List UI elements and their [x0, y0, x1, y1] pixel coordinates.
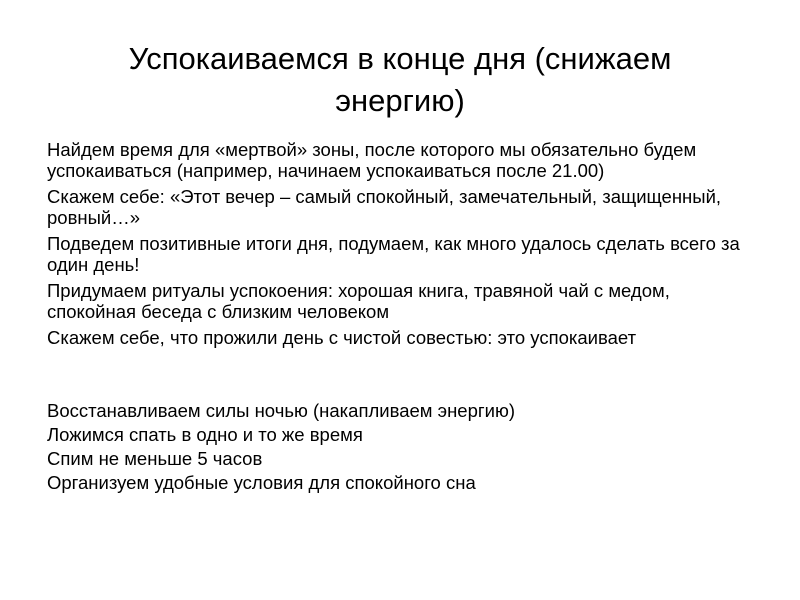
paragraph-say-evening: Скажем себе: «Этот вечер – самый спокойный, замечательный, защищенный, ровный…»	[47, 186, 722, 228]
paragraph-same-bedtime: Ложимся спать в одно и то же время	[47, 424, 363, 445]
paragraph-sleep-conditions: Организуем удобные условия для спокойного сна	[47, 472, 476, 493]
slide-title: Успокаиваемся в конце дня (снижаем энергию)	[128, 41, 672, 118]
paragraph-restore-energy: Восстанавливаем силы ночью (накапливаем энергию)	[47, 400, 515, 421]
spacer	[47, 353, 762, 400]
paragraph-calming-rituals: Придумаем ритуалы успокоения: хорошая книга, травяной чай с медом, спокойная беседа с близким человеком	[47, 280, 670, 322]
paragraph-sleep-hours: Спим не меньше 5 часов	[47, 448, 263, 469]
paragraph-clear-conscience: Скажем себе, что прожили день с чистой совестью: это успокаивает	[47, 327, 637, 348]
paragraph-positive-results: Подведем позитивные итоги дня, подумаем, как много удалось сделать всего за один день!	[47, 233, 740, 275]
paragraph-dead-zone: Найдем время для «мертвой» зоны, после которого мы обязательно будем успокаиваться (например, начинаем успокаиваться после 21.00)	[47, 139, 697, 181]
slide-body	[47, 139, 762, 496]
